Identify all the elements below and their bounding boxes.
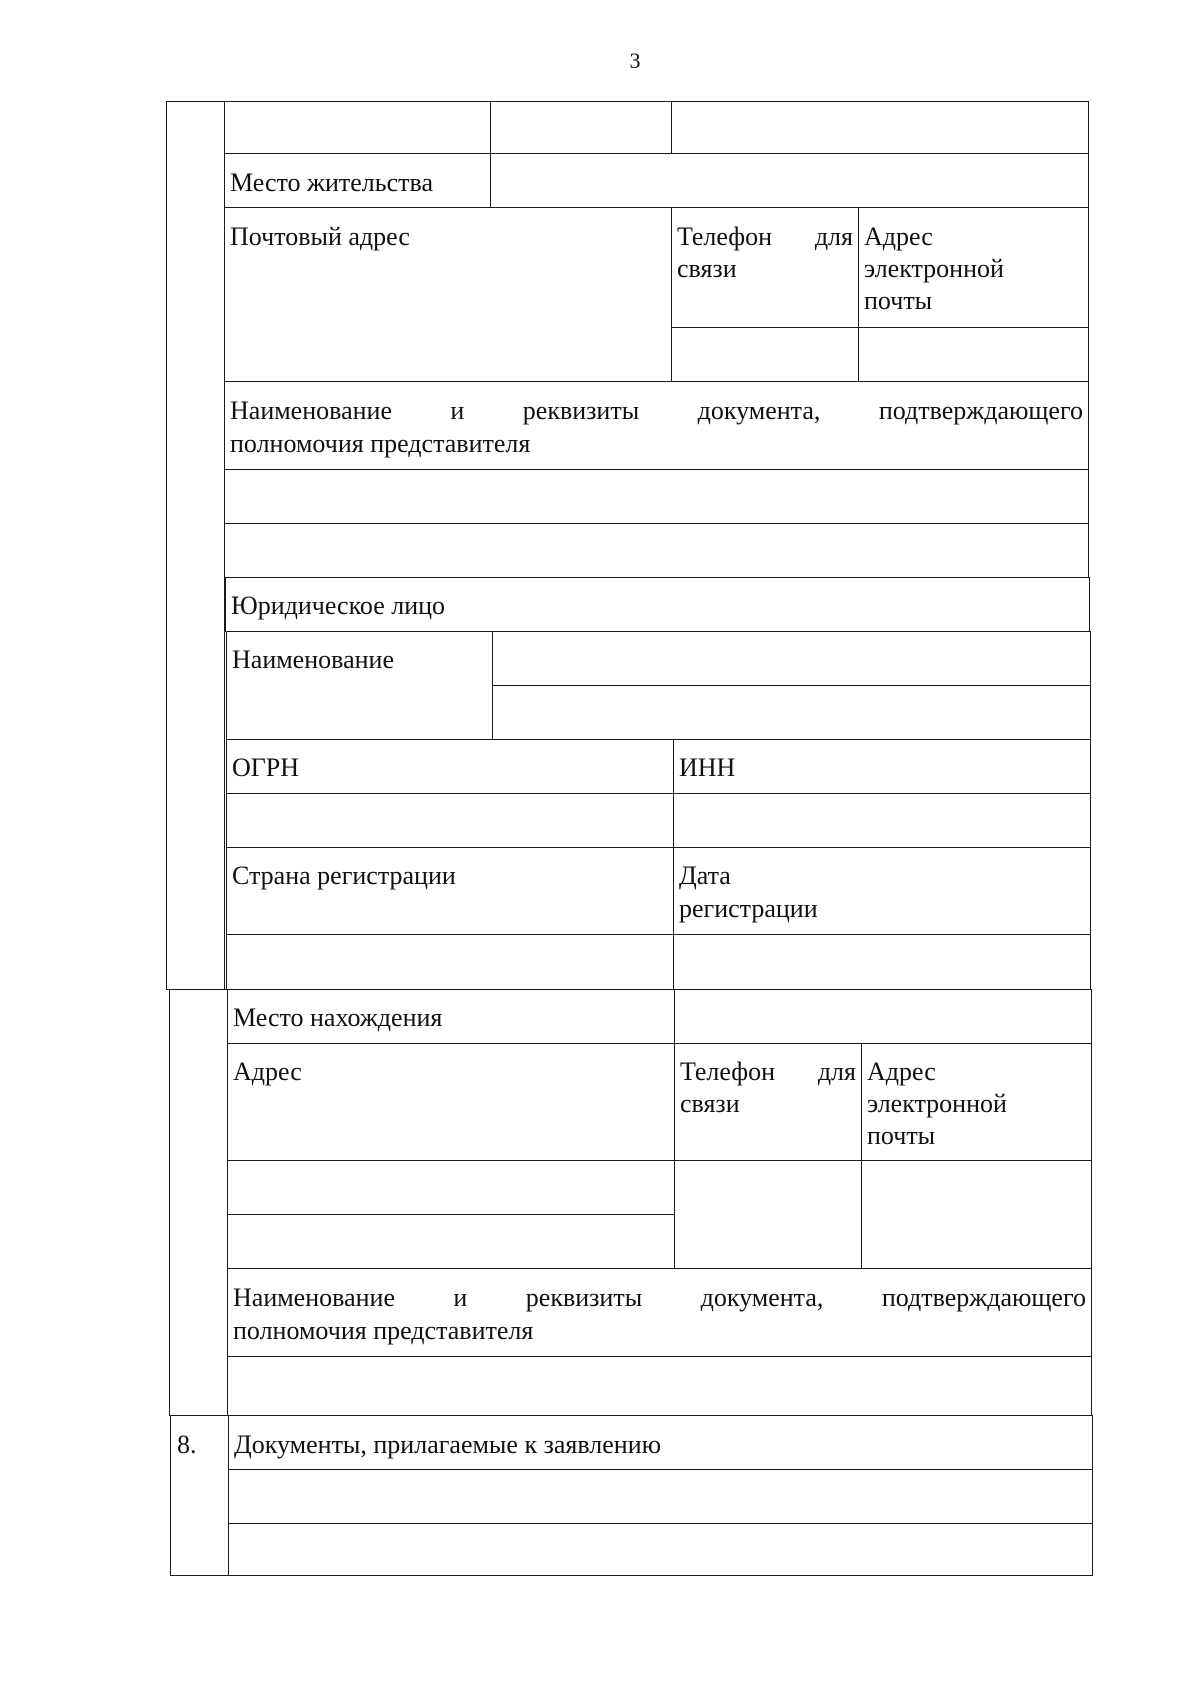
phone-label-2-line1: Телефон для [680, 1057, 856, 1086]
email-input-cell-2[interactable] [861, 1160, 1092, 1269]
name-input-cell[interactable] [492, 685, 1091, 740]
attached-documents-input-cell[interactable] [228, 1469, 1093, 1524]
representative-doc-2-line2: полномочия представителя [233, 1316, 534, 1345]
field-cell[interactable] [224, 101, 491, 154]
residence-input-cell[interactable] [490, 153, 1089, 208]
email-label-line3: почты [864, 286, 933, 315]
location-label: Место нахождения [233, 1003, 443, 1032]
field-cell[interactable] [671, 101, 1089, 154]
reg-country-input-cell[interactable] [226, 934, 674, 990]
page-number: 3 [629, 48, 641, 73]
phone-label-line1: Телефон для [677, 222, 853, 251]
legal-entity-heading: Юридическое лицо [231, 591, 446, 620]
name-input-cell[interactable] [492, 631, 1091, 686]
email-label-line1: Адрес [864, 222, 933, 251]
email-label-2-line2: электронной [867, 1089, 1007, 1118]
address-input-cell[interactable] [227, 1160, 675, 1215]
representative-doc-input-cell-2[interactable] [227, 1356, 1092, 1416]
inn-label: ИНН [679, 753, 736, 782]
phone-label-2-line2: связи [680, 1089, 740, 1118]
attached-documents-input-cell[interactable] [228, 1523, 1093, 1576]
representative-doc-line1: Наименование и реквизиты документа, подтверждающего [230, 396, 1083, 425]
ogrn-label: ОГРН [232, 753, 300, 782]
item-8-number: 8. [177, 1430, 197, 1459]
email-label-2-line3: почты [867, 1121, 936, 1150]
postal-address-label: Почтовый адрес [230, 222, 410, 251]
row-number-cell-7b [169, 989, 228, 1416]
inn-input-cell[interactable] [673, 793, 1091, 848]
phone-label-line2: связи [677, 254, 737, 283]
row-number-cell-7 [166, 101, 225, 990]
email-label-line2: электронной [864, 254, 1004, 283]
email-input-cell[interactable] [858, 327, 1089, 382]
phone-input-cell-2[interactable] [674, 1160, 862, 1269]
representative-doc-2-line1: Наименование и реквизиты документа, подтверждающего [233, 1283, 1086, 1312]
name-label: Наименование [232, 645, 394, 674]
email-label-2-line1: Адрес [867, 1057, 936, 1086]
attached-documents-label: Документы, прилагаемые к заявлению [234, 1430, 662, 1459]
representative-doc-line2: полномочия представителя [230, 429, 531, 458]
representative-doc-input-cell[interactable] [224, 523, 1089, 578]
reg-date-input-cell[interactable] [673, 934, 1091, 990]
residence-label: Место жительства [230, 168, 434, 197]
reg-date-label-line2: регистрации [679, 894, 818, 923]
representative-doc-input-cell[interactable] [224, 469, 1089, 524]
reg-date-label-line1: Дата [679, 861, 731, 890]
inn-label-cell [673, 739, 1091, 794]
reg-country-label: Страна регистрации [232, 861, 456, 890]
address-label: Адрес [233, 1057, 302, 1086]
phone-input-cell[interactable] [671, 327, 859, 382]
field-cell[interactable] [490, 101, 672, 154]
location-input-cell[interactable] [674, 989, 1092, 1044]
ogrn-input-cell[interactable] [226, 793, 674, 848]
address-input-cell[interactable] [227, 1214, 675, 1269]
